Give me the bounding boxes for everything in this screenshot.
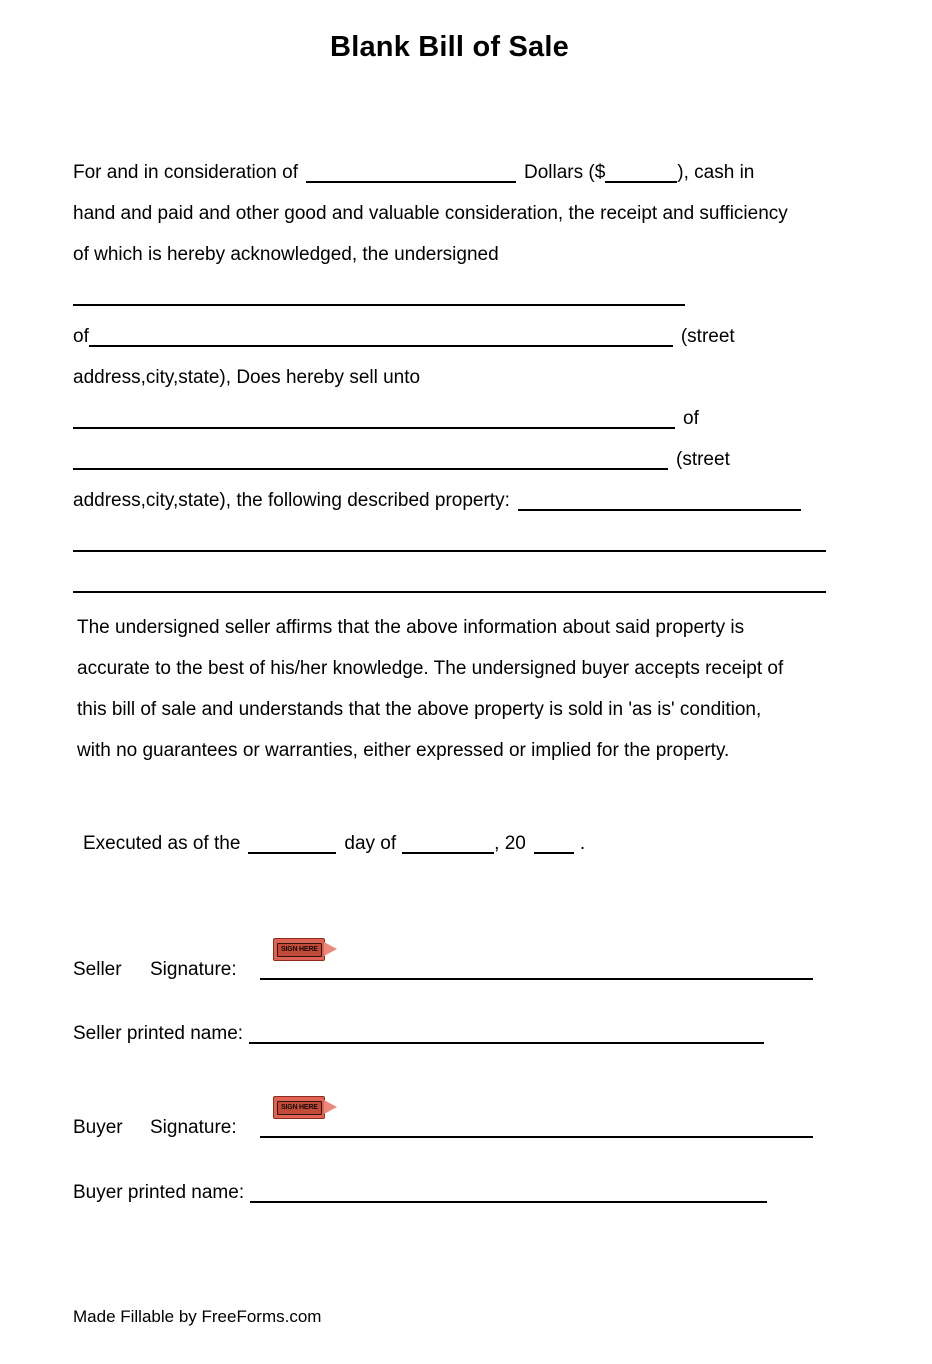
seller-signature-field[interactable] [260, 954, 813, 980]
sell-unto-text: address,city,state), Does hereby sell unto [73, 367, 421, 388]
seller-signature-label: Signature: [150, 959, 237, 980]
affirmation-line-3 [77, 689, 826, 730]
seller-name-field[interactable] [73, 280, 685, 306]
parties-section [73, 275, 826, 603]
sign-here-tag-label: SIGN HERE [277, 943, 322, 957]
execution-line [73, 823, 826, 864]
property-description-extra-line-1 [73, 521, 826, 562]
buyer-name-field[interactable] [73, 403, 675, 429]
execution-year-field[interactable] [534, 828, 574, 854]
affirmation-text-line3: this bill of sale and understands that the above property is sold in 'as is' condition, [77, 699, 762, 720]
buyer-name-line [73, 398, 826, 439]
consideration-text-after: ), cash in [677, 162, 755, 183]
buyer-printed-name-field[interactable] [250, 1177, 767, 1203]
affirmation-text-line2: accurate to the best of his/her knowledge. The undersigned buyer accepts receipt of [77, 658, 784, 679]
seller-signature-row [73, 938, 826, 985]
affirmation-line-2 [77, 648, 826, 689]
affirmation-text-line4: with no guarantees or warranties, either expressed or implied for the property. [77, 740, 730, 761]
property-description-line [73, 480, 826, 521]
consideration-line-3 [73, 234, 826, 275]
footer-credit: Made Fillable by FreeForms.com [73, 1307, 322, 1326]
buyer-signature-label: Signature: [150, 1117, 237, 1138]
property-description-label: address,city,state), the following described property: [73, 490, 510, 511]
consideration-amount-words-field[interactable] [306, 157, 516, 183]
consideration-line-2 [73, 193, 826, 234]
buyer-signature-field[interactable] [260, 1112, 813, 1138]
seller-printed-name-row [73, 1013, 826, 1054]
execution-day-field[interactable] [248, 828, 336, 854]
seller-address-line [73, 316, 826, 357]
buyer-printed-name-label: Buyer printed name: [73, 1182, 245, 1203]
consideration-text-line2: hand and paid and other good and valuable consideration, the receipt and sufficiency [73, 203, 788, 224]
of-prefix-label: of [73, 326, 89, 347]
street-note-buyer: (street [676, 449, 730, 470]
dollars-label: Dollars ($ [523, 162, 606, 183]
document-content [0, 30, 932, 1213]
period-label: . [579, 833, 586, 854]
page-title: Blank Bill of Sale [330, 31, 569, 63]
buyer-party-label: Buyer [73, 1117, 123, 1138]
day-of-label: day of [344, 833, 397, 854]
buyer-signature-row [73, 1096, 826, 1143]
property-description-field-line2[interactable] [73, 526, 826, 552]
consideration-amount-numeric-field[interactable] [605, 157, 677, 183]
affirmation-text-line1: The undersigned seller affirms that the above information about said property is [77, 617, 745, 638]
buyer-printed-name-row [73, 1172, 826, 1213]
seller-sell-unto-line [73, 357, 826, 398]
sign-here-tag-label: SIGN HERE [277, 1101, 322, 1115]
consideration-paragraph [73, 152, 826, 275]
seller-printed-name-label: Seller printed name: [73, 1023, 244, 1044]
of-suffix-label: of [683, 408, 699, 429]
sign-here-tag [273, 938, 325, 961]
affirmation-line-1 [77, 607, 826, 648]
property-description-field[interactable] [518, 485, 801, 511]
street-note-seller: (street [680, 326, 735, 347]
consideration-text-before: For and in consideration of [73, 162, 298, 183]
buyer-address-line [73, 439, 826, 480]
executed-as-of-label: Executed as of the [83, 833, 241, 854]
seller-name-line [73, 275, 826, 316]
seller-party-label: Seller [73, 959, 122, 980]
affirmation-paragraph [73, 607, 826, 771]
property-description-extra-line-2 [73, 562, 826, 603]
sign-here-tag [273, 1096, 325, 1119]
buyer-address-field[interactable] [73, 444, 668, 470]
consideration-text-line3: of which is hereby acknowledged, the undersigned [73, 244, 499, 265]
consideration-line-1 [73, 152, 826, 193]
execution-month-field[interactable] [402, 828, 494, 854]
affirmation-line-4 [77, 730, 826, 771]
seller-printed-name-field[interactable] [249, 1018, 764, 1044]
seller-address-field[interactable] [89, 321, 673, 347]
property-description-field-line3[interactable] [73, 567, 826, 593]
year-prefix-label: , 20 [494, 833, 526, 854]
